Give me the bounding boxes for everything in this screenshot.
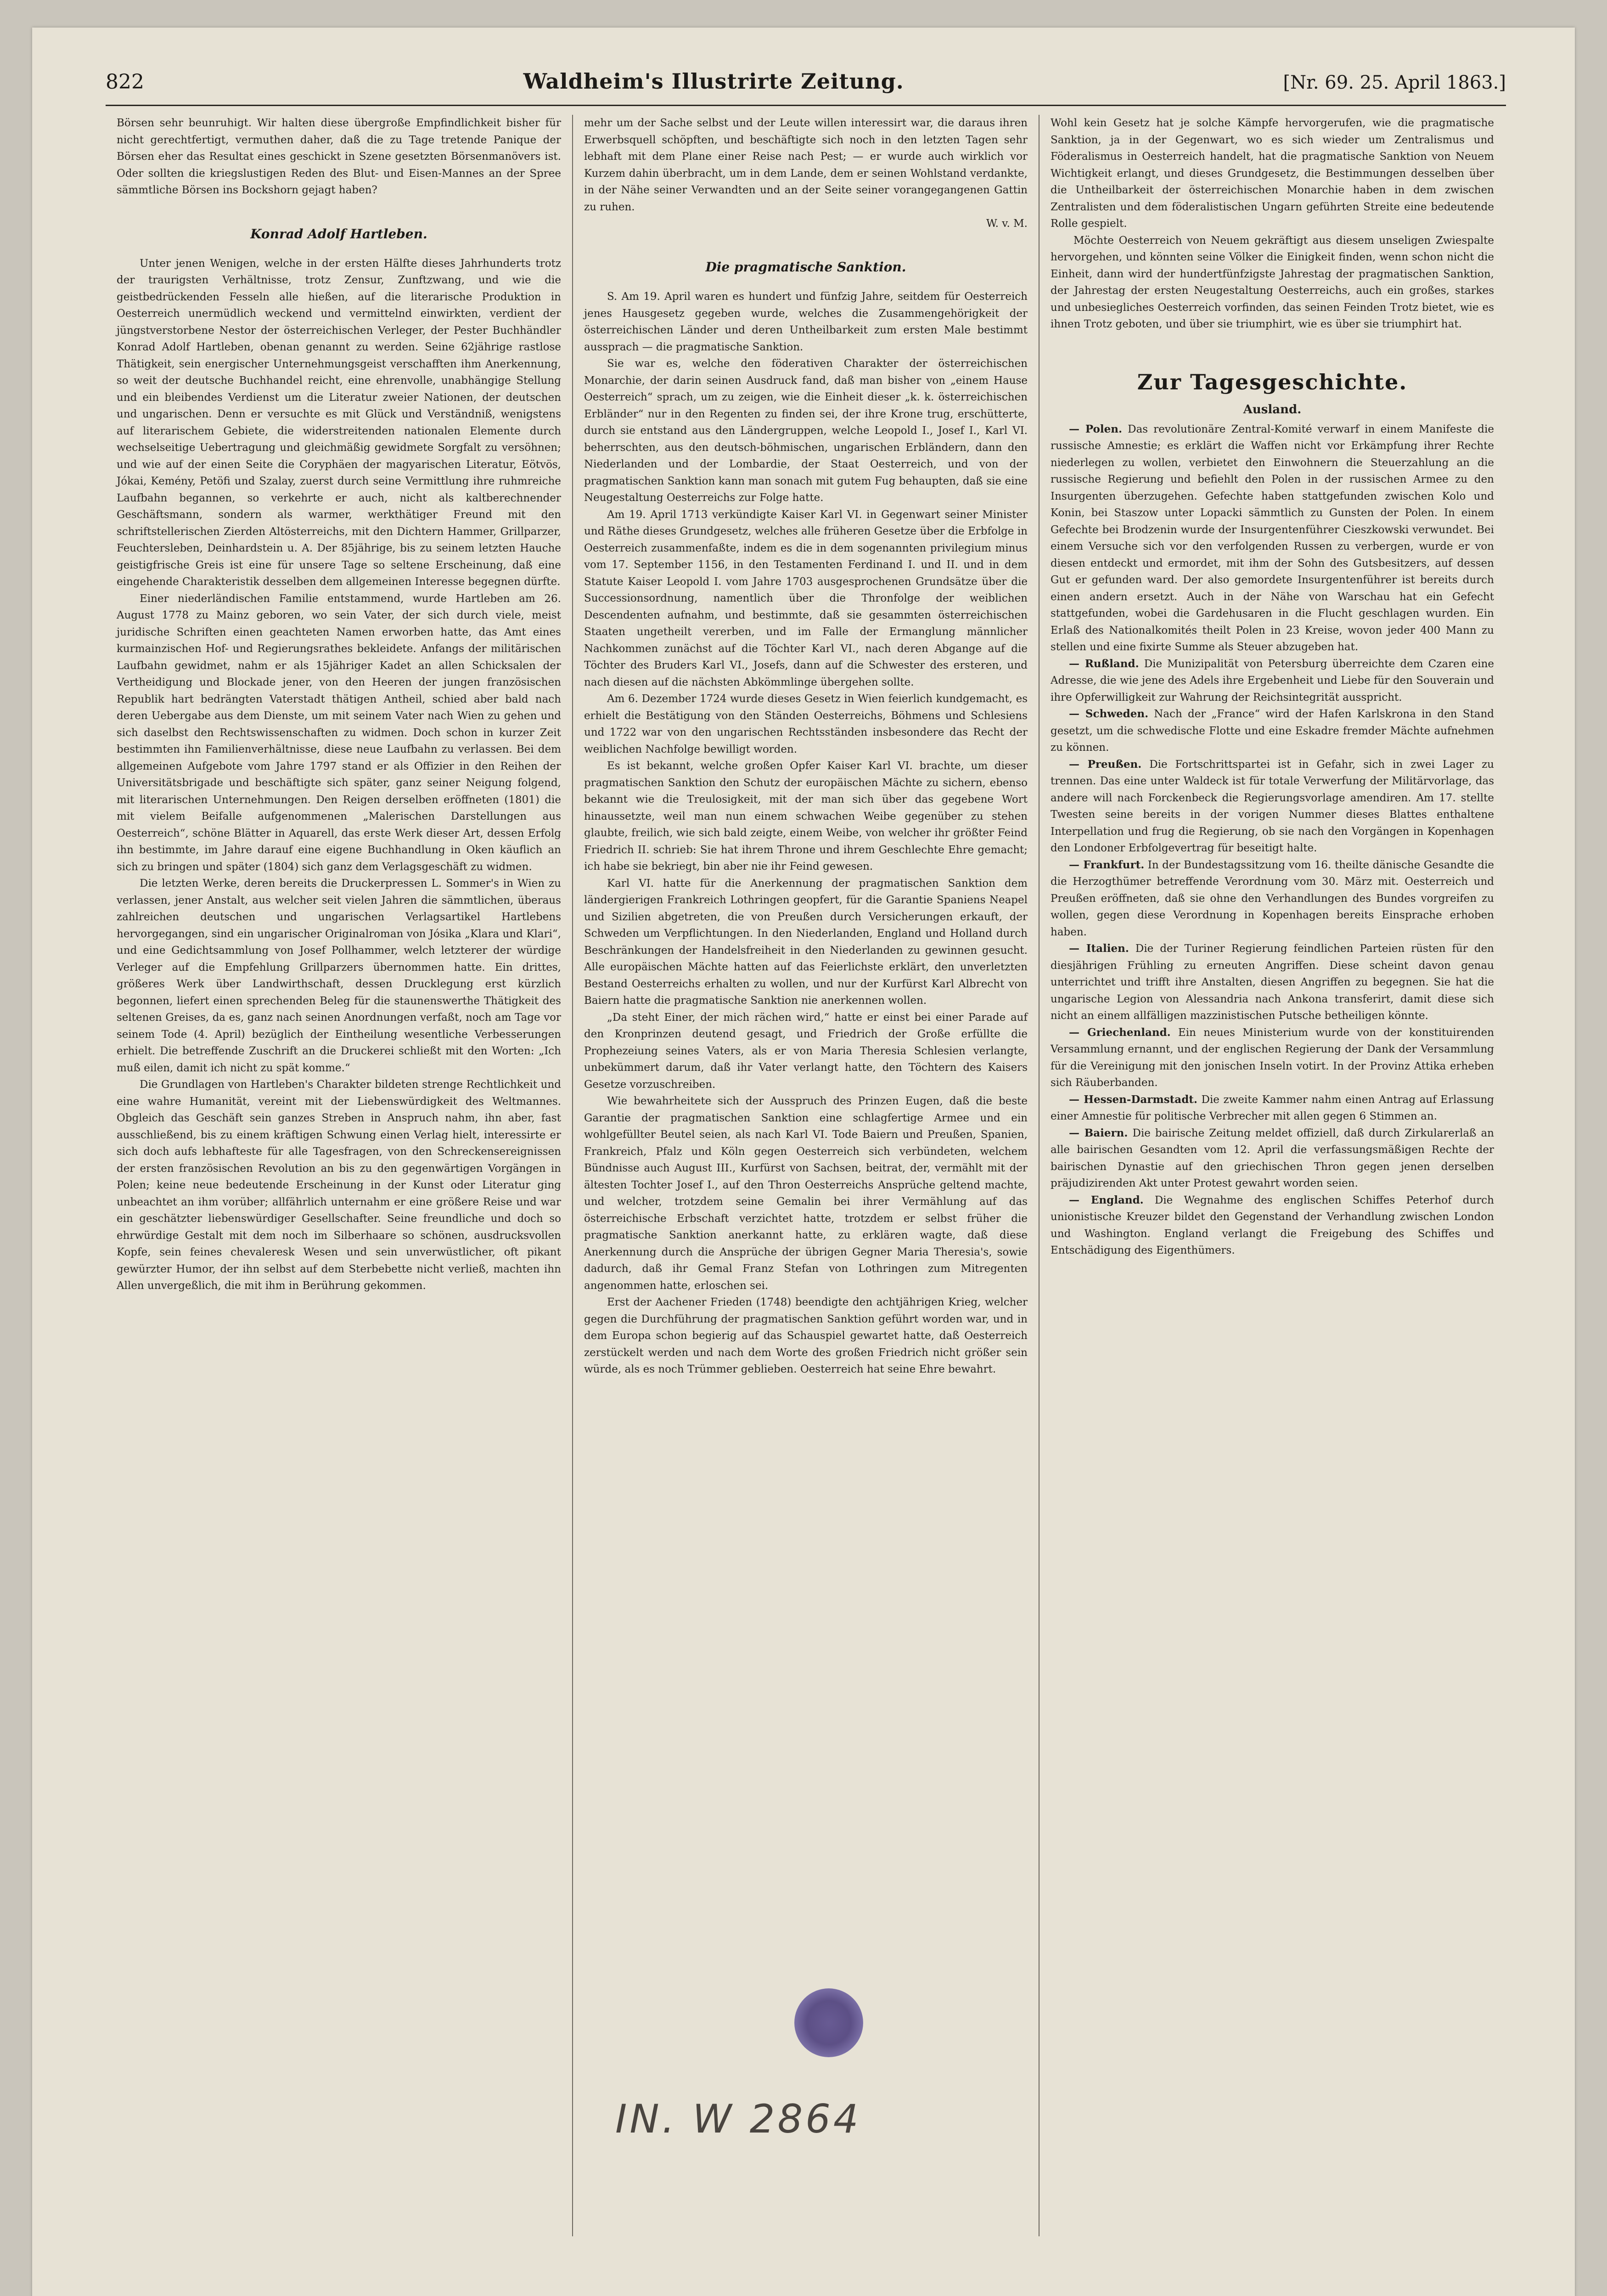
column-2	[572, 115, 1039, 2236]
news-text: Die bairische Zeitung meldet offiziell, daß durch Zirkularerlaß an alle bairischen Gesandten vom 12. April die verfassungsmäßigen Rechte der bairischen Dynastie auf den griechischen Thron gegen jenen derselben präjudizirenden Akt unter Protest gewahrt worden seien.	[1051, 1127, 1494, 1189]
newspaper-page	[32, 28, 1575, 2296]
news-item	[1051, 1092, 1494, 1125]
news-text: Die Fortschrittspartei ist in Gefahr, sich in zwei Lager zu trennen. Das eine unter Waldeck ist für totale Verwerfung der Militärvorlage, das andere will nach Forckenbeck die Regierungsvorlage amendiren. Am 17. stellte Twesten seine bereits in der vorigen Nummer dieses Blattes enthaltene Interpellation und frug die Regierung, ob sie nach den Vorgängen in Kopenhagen den Londoner Erbfolgevertrag für beseitigt halte.	[1051, 758, 1494, 854]
news-item	[1051, 706, 1494, 756]
handwritten-shelfmark: IN. W 2864	[615, 2096, 861, 2142]
paragraph: Erst der Aachener Frieden (1748) beendigte den achtjährigen Krieg, welcher gegen die Durchführung der pragmatischen Sanktion geführt worden war, und in dem Europa schon begierig auf das Schauspiel gewartet hatte, daß Oesterreich zerstückelt werden und nach dem Worte des großen Friedrich nicht größer sein würde, als es noch Trümmer geblieben. Oesterreich hat seine Ehre bewahrt.	[584, 1296, 1028, 1375]
paragraph: Die letzten Werke, deren bereits die Druckerpressen L. Sommer's in Wien zu verlassen, jener Anstalt, aus welcher seit vielen Jahren die sämmtlichen, überaus zahlreichen deutschen und ungarischen Verlagsartikel Hartlebens hervorgegangen, sind ein ungarischer Originalroman von Jósika „Klara und Klari“, und eine Gedichtsammlung von Josef Pollhammer, welch letzterer der würdige Verleger auf die Empfehlung Grillparzers übernommen hatte. Ein drittes, größeres Werk über Landwirthschaft, dessen Drucklegung erst kürzlich begonnen, liefert einen sprechenden Beleg für die staunenswerthe Thätigkeit des seltenen Greises, da es, ganz nach seinen Anordnungen verfaßt, noch am Tage vor seinem Tode (4. April) bezüglich der Eintheilung wesentliche Verbesserungen erhielt. Die betreffende Zuschrift an die Druckerei schließt mit den Worten: „Ich muß eilen, damit ich nicht zu spät komme.“	[117, 878, 561, 1074]
news-country: — Griechenland.	[1069, 1026, 1171, 1039]
newspaper-title: Waldheim's Illustrirte Zeitung.	[523, 69, 904, 94]
news-text: In der Bundestagssitzung vom 16. theilte dänische Gesandte die die Herzogthümer betreffende Verordnung vom 30. März mit. Oesterreich und Preußen eröffneten, daß sie ohne den Verhandlungen des Bundes vorgreifen zu wollen, gegen diese Verordnung in Kopenhagen bereits Einsprache erhoben haben.	[1051, 859, 1494, 938]
page-number: 822	[106, 70, 144, 94]
paragraph: S. Am 19. April waren es hundert und fünfzig Jahre, seitdem für Oesterreich jenes Hausgesetz gegeben wurde, welches die Zusammengehörigkeit der österreichischen Länder und deren Untheilbarkeit zum ersten Male bestimmt aussprach — die pragmatische Sanktion.	[584, 291, 1028, 353]
paragraph: Die Grundlagen von Hartleben's Charakter bildeten strenge Rechtlichkeit und eine wahre Humanität, vereint mit der Liebenswürdigkeit des Weltmannes. Obgleich das Geschäft sein ganzes Streben in Anspruch nahm, ihn aber, fast ausschließend, bis zu einem kräftigen Schwung einen Verlag hielt, interessirte er sich doch aufs lebhafteste für alle Tagesfragen, von den Schreckensereignissen der ersten französischen Revolution an bis zu den gegenwärtigen Vorgängen in Polen; keine neue bedeutende Erscheinung in der Kunst oder Literatur ging unbeachtet an ihm vorüber; allfährlich unternahm er eine größere Reise und war ein geschätzter liebenswürdiger Gesellschafter. Seine freundliche und doch so ehrwürdige Gestalt mit dem noch im Silberhaare so schönen, ausdrucksvollen Kopfe, sein feines chevaleresk Wesen und sein unverwüstlicher, oft pikant gewürzter Humor, der ihn selbst auf dem Sterbebette nicht verließ, machten ihn Allen unvergeßlich, die mit ihm in Berührung gekommen.	[117, 1079, 561, 1292]
news-country: — Preußen.	[1069, 758, 1142, 771]
news-country: — Polen.	[1069, 422, 1122, 435]
page-header	[106, 69, 1506, 106]
news-country: — Schweden.	[1069, 708, 1149, 720]
paragraph: Wie bewahrheitete sich der Ausspruch des Prinzen Eugen, daß die beste Garantie der pragmatischen Sanktion eine schlagfertige Armee und ein wohlgefüllter Beutel seien, als nach Karl VI. Tode Baiern und Preußen, Spanien, Frankreich, Pfalz und Köln gegen Oesterreich sich verbündeten, welchem Bündnisse auch August III., Kurfürst von Sachsen, beitrat, der, vermählt mit der ältesten Tochter Josef I., auf den Thron Oesterreichs Ansprüche geltend machte, und welcher, trotzdem seine Gemalin bei ihrer Vermählung auf das österreichische Erbschaft verzichtet hatte, trotzdem er selbst früher die pragmatische Sanktion anerkannt hatte, zu erklären wagte, daß diese Anerkennung durch die Ansprüche der übrigen Gegner Maria Theresia's, sowie dadurch, daß ihr Gemal Franz Stefan von Lothringen zum Mitregenten angenommen hatte, erloschen sei.	[584, 1095, 1028, 1292]
news-item	[1051, 857, 1494, 941]
news-item	[1051, 940, 1494, 1024]
news-text: Die der Turiner Regierung feindlichen Parteien rüsten für den diesjährigen Frühling zu erneuten Angriffen. Diese scheint davon genau unterrichtet und trifft ihre Anstalten, diesen Angriffen zu begegnen. Sie hat die ungarische Legion von Alessandria nach Ankona transferirt, damit diese sich nicht an einem allfälligen mazzinistischen Putsche betheiligen könnte.	[1051, 943, 1494, 1022]
article-title: Konrad Adolf Hartleben.	[250, 226, 427, 242]
news-country: — Italien.	[1069, 942, 1129, 955]
article-title: Die pragmatische Sanktion.	[705, 259, 906, 275]
paragraph: mehr um der Sache selbst und der Leute willen interessirt war, die daraus ihren Erwerbsquell schöpften, und beschäftigte sich noch in den letzten Tagen sehr lebhaft mit dem Plane einer Reise nach Pest; — er wurde auch wirklich vor Kurzem dahin überbracht, um in dem Lande, dem er seinen Wohlstand verdankte, in der Nähe seiner Verwandten und an der Seite seiner vorangegangenen Gattin zu ruhen.	[584, 117, 1028, 213]
page-content	[106, 69, 1506, 1375]
paragraph: Wohl kein Gesetz hat je solche Kämpfe hervorgerufen, wie die pragmatische Sanktion, ja in der Gegenwart, wo es sich wieder um Zentralismus und Föderalismus in Oesterreich handelt, hat die pragmatische Sanktion von Neuem Wichtigkeit erlangt, und dieses Grundgesetz, die Bestimmungen desselben über die Untheilbarkeit der österreichischen Monarchie haben in dem zwischen Zentralisten und dem föderalistischen Ungarn geführten Streite eine bedeutende Rolle gespielt.	[1051, 117, 1494, 230]
section-subtitle: Ausland.	[1243, 402, 1302, 416]
paragraph: Einer niederländischen Familie entstammend, wurde Hartleben am 26. August 1778 zu Mainz geboren, wo sein Vater, der sich durch viele, meist juridische Schriften einen geachteten Namen erworben hatte, das Amt eines kurmainzischen Hof- und Regierungsrathes bekleidete. Anfangs der militärischen Laufbahn gewidmet, nahm er als 15jähriger Kadet an allen Schicksalen der Vertheidigung und Blockade jener, von den Heeren der jungen französischen Republik hart bedrängten Vaterstadt thätigen Antheil, schied aber bald nach deren Uebergabe aus dem Dienste, um mit seinem Vater nach Wien zu gehen und sich daselbst den Rechtswissenschaften zu widmen. Doch schon in kurzer Zeit bestimmten ihn Familienverhältnisse, diese neue Laufbahn zu verlassen. Bei dem allgemeinen Aufgebote vom Jahre 1797 stand er als Offizier in den Reihen der Universitätsbrigade und beschäftigte sich später, ganz seiner Neigung folgend, mit literarischen Unternehmungen. Den Reigen derselben eröffneten (1801) die mit vielem Beifalle aufgenommenen „Malerischen Darstellungen aus Oesterreich“, schöne Blätter in Aquarell, das erste Werk dieser Art, dessen Erfolg ihn bestimmte, im Jahre darauf eine eigene Buchhandlung in Oken käuflich an sich zu bringen und später (1804) sich ganz dem Verlagsgeschäft zu widmen.	[117, 592, 561, 873]
news-country: — Baiern.	[1069, 1126, 1128, 1139]
news-text: Nach der „France“ wird der Hafen Karlskrona in den Stand gesetzt, um die schwedische Flotte und eine Eskadre fremder Mächte aufnehmen zu können.	[1051, 708, 1494, 754]
news-text: Die zweite Kammer nahm einen Antrag auf Erlassung einer Amnestie für politische Verbrecher mit allen gegen 6 Stimmen an.	[1051, 1093, 1494, 1122]
paragraph: Am 6. Dezember 1724 wurde dieses Gesetz in Wien feierlich kundgemacht, es erhielt die Bestätigung von den Ständen Oesterreichs, Böhmens und Schlesiens und 1722 war von den ungarischen Rechtsständen insbesondere das Recht der weiblichen Nachfolge bewilligt worden.	[584, 693, 1028, 755]
news-text: Ein neues Ministerium wurde von der konstituirenden Versammlung ernannt, und der englischen Regierung der Dank der Versammlung für die Vereinigung mit den jonischen Inseln votirt. In der Provinz Attika erheben sich Räuberbanden.	[1051, 1026, 1495, 1089]
text-columns	[106, 115, 1506, 2236]
issue-info: [Nr. 69. 25. April 1863.]	[1283, 72, 1506, 93]
paragraph: „Da steht Einer, der mich rächen wird,“ hatte er einst bei einer Parade auf den Kronprinzen deutend gesagt, und Friedrich der Große erfüllte die Prophezeiung seines Vaters, als er von Maria Theresia Schlesien verlangte, unbekümmert darum, daß ihr Vater verlangt hatte, den Töchtern des Kaisers Gesetze vorzuschreiben.	[584, 1011, 1028, 1091]
news-item	[1051, 1125, 1494, 1192]
library-stamp	[794, 1988, 863, 2057]
column-3	[1039, 115, 1505, 2236]
paragraph: Am 19. April 1713 verkündigte Kaiser Karl VI. in Gegenwart seiner Minister und Räthe dieses Grundgesetz, welches alle früheren Gesetze über die Erbfolge in Oesterreich zusammenfaßte, indem es die in dem sogenannten privilegium minus vom 17. September 1156, in den Testamenten Ferdinand I. und II. und in dem Statute Kaiser Leopold I. vom Jahre 1703 ausgesprochenen Grundsätze über die Successionsordnung, namentlich über die Thronfolge der weiblichen Descendenten aufnahm, und bestimmte, daß sie gesammten österreichischen Staaten ungetheilt vererben, und im Falle der Ermanglung männlicher Nachkommen zunächst auf die Töchter Karl VI., nach deren Abgange auf die Töchter des Bruders Karl VI., Josefs, dann auf die Schwester des ersteren, und nach diesen auf die nächsten Abkömmlinge übergehen sollte.	[584, 508, 1028, 688]
news-country: — England.	[1069, 1193, 1144, 1206]
news-item	[1051, 756, 1494, 857]
paragraph: Sie war es, welche den föderativen Charakter der österreichischen Monarchie, der darin seinen Ausdruck fand, daß man bisher von „einem Hause Oesterreich“ sprach, um zu zeigen, wie die Einheit dieser „k. k. österreichischen Erbländer“ nur in den Regenten zu finden sei, der ihre Krone trug, erschütterte, durch sie entstand aus den Ländergruppen, welche Leopold I., Josef I., Karl VI. beherrschten, aus den deutsch-böhmischen, ungarischen Erbländern, dann den Niederlanden und der Lombardie, der Staat Oesterreich, und von der pragmatischen Sanktion kann man sonach mit gutem Fug behaupten, daß sie eine Neugestaltung Oesterreichs zur Folge hatte.	[584, 358, 1028, 504]
section-title: Zur Tagesgeschichte.	[1137, 369, 1408, 394]
paragraph: Möchte Oesterreich von Neuem gekräftigt aus diesem unseligen Zwiespalte hervorgehen, und könnten seine Völker die Einigkeit finden, wenn schon nicht die Einheit, dann wird der hundertfünfzigste Jahrestag der pragmatischen Sanktion, der Jahrestag der ersten Neugestaltung Oesterreichs, auch ein großes, starkes und unbesiegliches Oesterreich vorfinden, das seinen Feinden Trotz bietet, wie es ihnen Trotz geboten, und über sie triumphirt, wie es über sie triumphirt hat.	[1051, 234, 1494, 330]
news-item	[1051, 656, 1494, 706]
news-text: Die Munizipalität von Petersburg überreichte dem Czaren eine Adresse, die wie jene des Adels ihre Ergebenheit und Liebe für den Souverain und ihre Opferwilligkeit zur Wahrung der Reichsintegrität ausspricht.	[1051, 658, 1494, 703]
news-country: — Rußland.	[1069, 657, 1139, 670]
news-text: Das revolutionäre Zentral-Komité verwarf in einem Manifeste die russische Amnestie; es erklärt die Waffen nicht vor Erkämpfung ihrer Rechte niederlegen zu wollen, verbietet den Einwohnern die Steuerzahlung an die russische Regierung und befiehlt den Polen in der russischen Armee zu den Insurgenten überzugehen. Gefechte haben stattgefunden zwischen Kolo und Konin, bei Staszow unter Lopacki sämmtlich zu Gunsten der Polen. In einem Gefechte bei Brodzenin wurde der Insurgentenführer Cieszkowski verwundet. Bei einem Versuche sich vor den verfolgenden Russen zu verbergen, wurde er von diesen entdeckt und ermordet, mit ihm der Sohn des Gutsbesitzers, auf dessen Gut er gefunden ward. Der also gemordete Insurgentenführer ist bereits durch einen andern ersetzt. Auch in der Nähe von Warschau hat ein Gefecht stattgefunden, wobei die Gardehusaren in die Flucht geschlagen wurden. Ein Erlaß des Nationalkomités theilt Polen in 23 Kreise, wovon jeder 400 Mann zu stellen und eine fixirte Summe als Steuer abzugeben hat.	[1051, 423, 1494, 653]
paragraph: Karl VI. hatte für die Anerkennung der pragmatischen Sanktion dem ländergierigen Frankreich Lothringen geopfert, für die Garantie Spaniens Neapel und Sizilien abgetreten, die von Preußen durch Versicherungen erkauft, der Schweden um Verpflichtungen. In den Niederlanden, England und Holland durch Beschränkungen der Handelsfreiheit in den Niederlanden zu gewinnen gesucht. Alle europäischen Mächte hatten auf das Feierlichste erklärt, den unverletzten Bestand Oesterreichs erhalten zu wollen, und nur der Kurfürst Karl Albrecht von Baiern hatte die pragmatische Sanktion nie anerkennen wollen.	[584, 877, 1028, 1007]
news-item	[1051, 1024, 1494, 1092]
news-item	[1051, 1192, 1494, 1259]
paragraph: Es ist bekannt, welche großen Opfer Kaiser Karl VI. brachte, um dieser pragmatischen Sanktion den Schutz der europäischen Mächte zu sichern, ebenso bekannt wie die Treulosigkeit, mit der man sich über das gegebene Wort hinaussetzte, weil man nun einem schwachen Weibe gegenüber zu stehen glaubte, freilich, wie sich bald zeigte, einem Weibe, von welcher ihr größter Feind Friedrich II. schrieb: Sie hat ihrem Throne und ihrem Geschlechte Ehre gemacht; ich habe sie bekriegt, bin aber nie ihr Feind gewesen.	[584, 760, 1028, 872]
news-item	[1051, 421, 1494, 656]
column-1	[106, 115, 572, 2236]
news-text: Die Wegnahme des englischen Schiffes Peterhof durch unionistische Kreuzer bildet den Gegenstand der Verhandlung zwischen London und Washington. England verlangt die Freigebung des Schiffes und Entschädigung des Eigenthümers.	[1051, 1194, 1494, 1256]
author-signature: W. v. M.	[986, 218, 1028, 230]
news-country: — Frankfurt.	[1069, 858, 1145, 871]
paragraph: Unter jenen Wenigen, welche in der ersten Hälfte dieses Jahrhunderts trotz der traurigsten Verhältnisse, trotz Zensur, Zunftzwang, und wie die geistbedrückenden Fesseln alle hießen, auf die literarische Produktion in Oesterreich unermüdlich weckend und vermittelnd einwirkten, verdient der jüngstverstorbene Nestor der österreichischen Verleger, der Pester Buchhändler Konrad Adolf Hartleben, obenan genannt zu werden. Seine 62jährige rastlose Thätigkeit, sein energischer Unternehmungsgeist verschafften ihm Anerkennung, so weit der deutsche Buchhandel reicht, eine ehrenvolle, unabhängige Stellung und ein bleibendes Verdienst um die Literatur zweier Nationen, der deutschen und ungarischen. Denn er versuchte es mit Glück und Verständniß, wenigstens auf literarischem Gebiete, die widerstreitenden nationalen Elemente durch wechselseitige Uebertragung und gleichmäßig gewidmete Sorgfalt zu versöhnen; und wie auf der einen Seite die Coryphäen der magyarischen Literatur, Eötvös, Jókai, Kemény, Petöfi und Szalay, zuerst durch seine Vermittlung ihre ruhmreiche Laufbahn begannen, so verkehrte er auch, nicht als kaltberechnender Geschäftsmann, sondern als warmer, werkthätiger Freund mit den schriftstellerischen Zierden Altösterreichs, mit den Dichtern Hammer, Grillparzer, Feuchtersleben, Deinhardstein u. A. Der 85jährige, bis zu seinem letzten Hauche geistigfrische Greis ist eine für unsere Tage so seltene Erscheinung, daß eine eingehende Charakteristik desselben dem allgemeinen Interesse begegnen dürfte.	[117, 257, 561, 588]
news-country: — Hessen-Darmstadt.	[1069, 1093, 1197, 1106]
paragraph: Börsen sehr beunruhigt. Wir halten diese übergroße Empfindlichkeit bisher für nicht gerechtfertigt, vermuthen daher, daß die zu Tage tretende Panique der Börsen eher das Resultat eines geschickt in Szene gesetzten Börsenmanövers ist. Oder sollten die kriegslustigen Reden des Blut- und Eisen-Mannes an der Spree sämmtliche Börsen ins Bockshorn gejagt haben?	[117, 117, 561, 196]
